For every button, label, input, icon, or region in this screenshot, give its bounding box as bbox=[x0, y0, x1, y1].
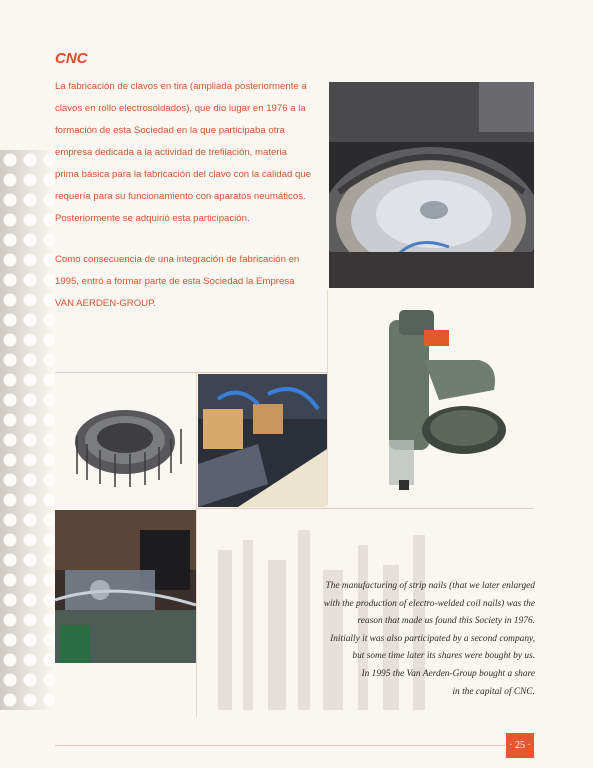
footer-rule bbox=[55, 745, 505, 746]
guide-line bbox=[55, 372, 327, 373]
english-line: with the production of electro-welded coil nails) was the bbox=[323, 598, 535, 609]
spanish-paragraph-2: Como consecuencia de una integración de fabricación en 1995, entró a formar parte de esta Sociedad la Empresa VAN AERDEN-GROUP. bbox=[55, 254, 300, 309]
english-line: The manufacturing of strip nails (that we later enlarged bbox=[325, 581, 535, 591]
photo-nail-coil bbox=[55, 374, 196, 507]
english-line: but some time later its shares were bought by us. bbox=[352, 651, 535, 662]
spanish-text bbox=[55, 76, 313, 334]
guide-line bbox=[327, 290, 328, 505]
english-line: Initially it was also participated by a second company, bbox=[330, 633, 535, 644]
page-title: CNC bbox=[55, 50, 88, 67]
page-number: · 25 · bbox=[506, 733, 534, 758]
photo-coil-nailer bbox=[329, 290, 534, 505]
photo-welding-machine bbox=[198, 374, 327, 507]
english-line: in the capital of CNC. bbox=[452, 686, 535, 697]
guide-line bbox=[196, 372, 197, 717]
english-line: reason that made us found this Society in 1976. bbox=[357, 616, 535, 627]
spanish-paragraph-1: La fabricación de clavos en tira (ampliada posteriormente a clavos en rollo electrosoldados), que dio lugar en 1976 a la formación de esta Sociedad en la que participaba otra empresa dedicada a la actividad de trefilación, materia prima básica para la fabricación del clavo con la calidad que requería para su funcionamiento con aparatos neumáticos. Posteriormente se adquirió esta participación. bbox=[55, 81, 311, 224]
guide-line bbox=[196, 508, 534, 509]
english-text bbox=[235, 578, 535, 701]
photo-nail-feeder-bowl bbox=[329, 82, 534, 288]
english-line: In 1995 the Van Aerden-Group bought a share bbox=[361, 668, 535, 679]
photo-production-line bbox=[55, 510, 196, 663]
decorative-edge bbox=[0, 150, 55, 710]
